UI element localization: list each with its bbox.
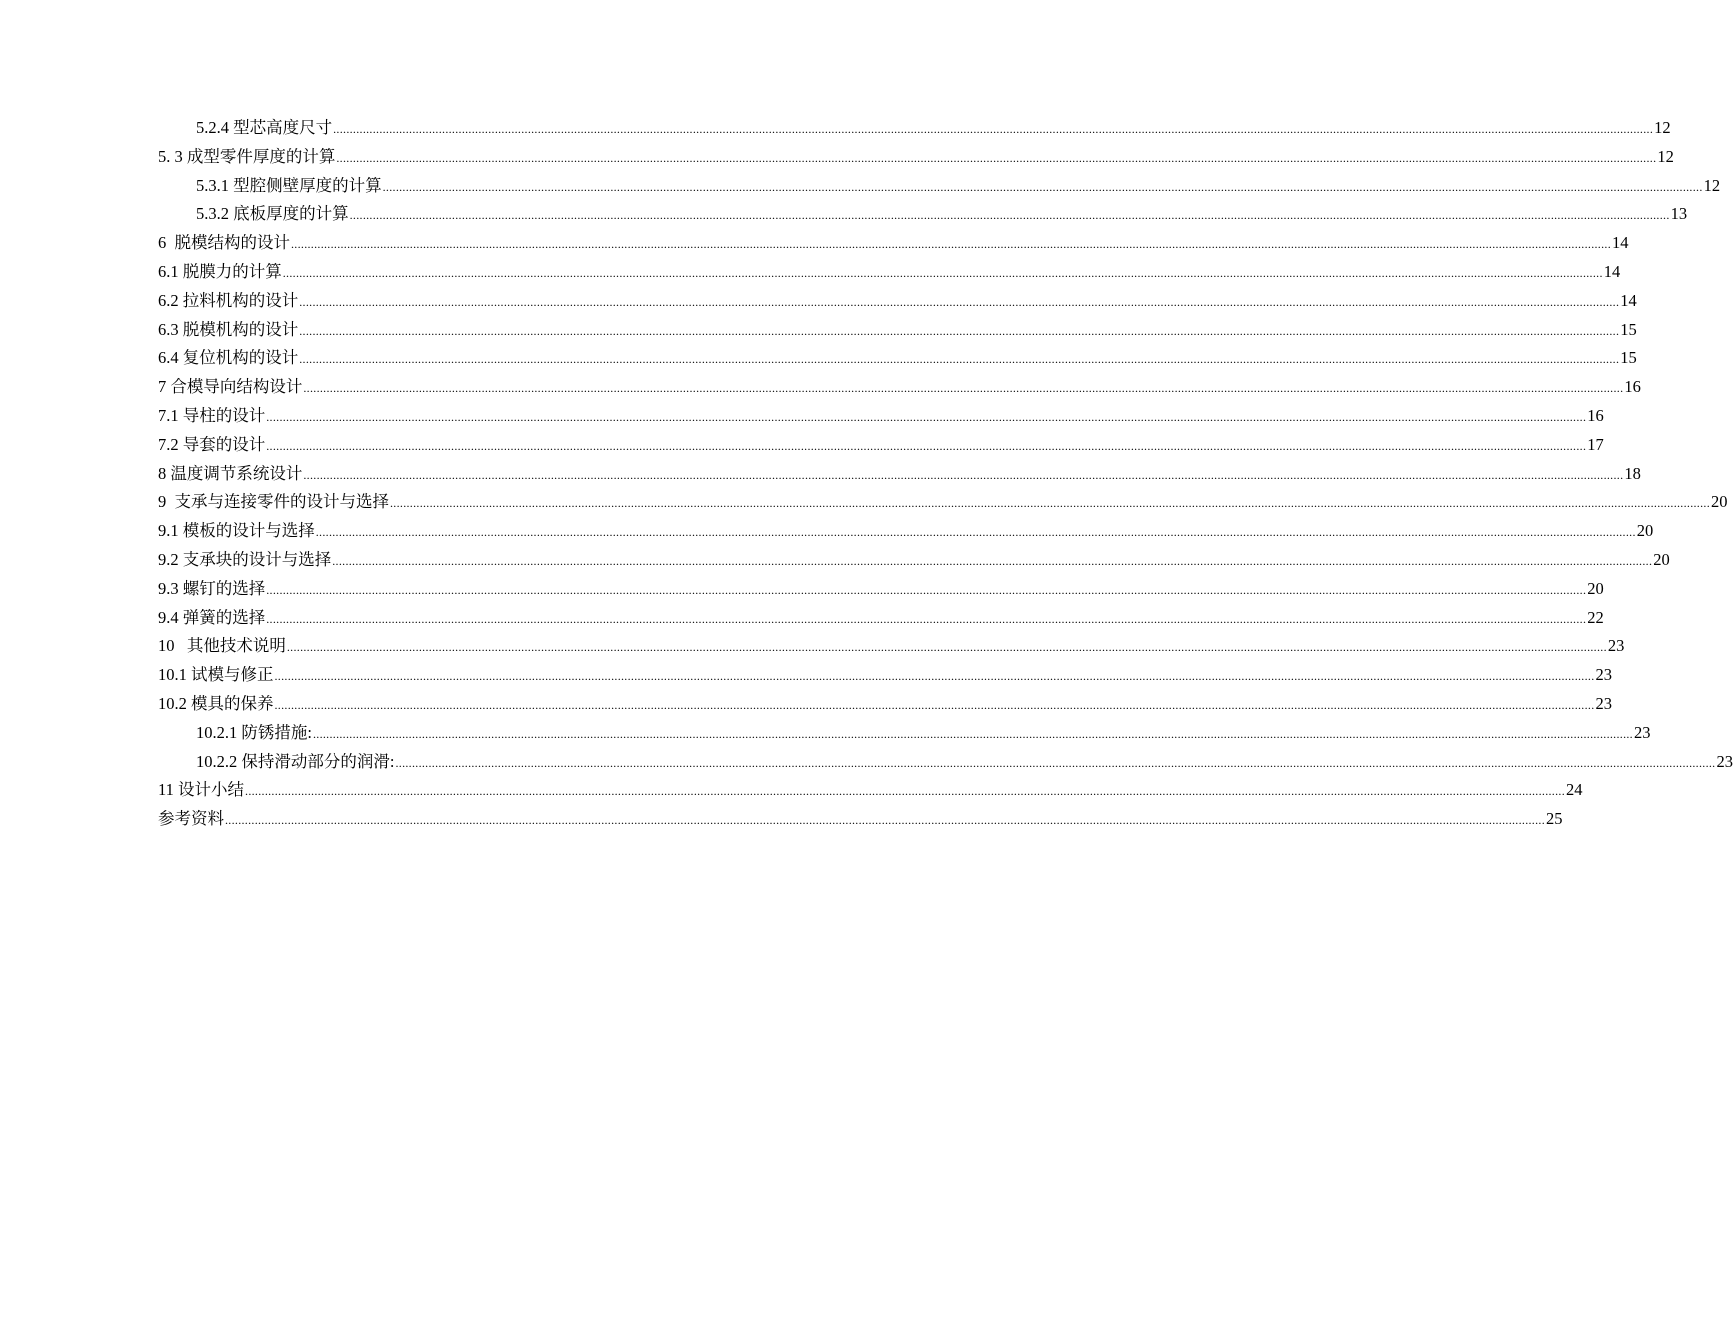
toc-dot-leader: ................................................................................................................................................................................................................................................................................................................................................................................................................ xyxy=(382,179,1703,194)
toc-entry[interactable] xyxy=(158,114,1671,143)
toc-dot-leader: ................................................................................................................................................................................................................................................................................................................................................................................................................ xyxy=(390,496,1710,511)
toc-entry-title: 6.1 脱膜力的计算 xyxy=(158,261,282,281)
toc-entry-title: 10.2.1 防锈措施: xyxy=(196,722,312,742)
toc-entry[interactable] xyxy=(158,748,1733,777)
toc-dot-leader: ................................................................................................................................................................................................................................................................................................................................................................................................................ xyxy=(225,813,1545,828)
toc-entry-page-number: 12 xyxy=(1703,175,1721,195)
toc-dot-leader: ................................................................................................................................................................................................................................................................................................................................................................................................................ xyxy=(274,669,1595,684)
toc-dot-leader: ................................................................................................................................................................................................................................................................................................................................................................................................................ xyxy=(336,150,1657,165)
toc-entry-title: 7 合模导向结构设计 xyxy=(158,377,303,397)
toc-entry-page-number: 23 xyxy=(1607,636,1625,656)
toc-entry-title: 5.3.1 型腔侧壁厚度的计算 xyxy=(196,175,382,195)
toc-dot-leader: ................................................................................................................................................................................................................................................................................................................................................................................................................ xyxy=(266,582,1587,597)
toc-entry-title: 7.1 导柱的设计 xyxy=(158,405,266,425)
toc-entry-title: 6 脱模结构的设计 xyxy=(158,233,290,253)
toc-entry-page-number: 12 xyxy=(1654,118,1671,137)
toc-entry[interactable] xyxy=(158,517,1654,546)
toc-entry-page-number: 23 xyxy=(1595,665,1612,685)
toc-entry-title: 10.2.2 保持滑动部分的润滑: xyxy=(196,751,395,771)
toc-entry[interactable] xyxy=(158,805,1563,834)
toc-entry-page-number: 23 xyxy=(1716,751,1733,771)
toc-entry[interactable] xyxy=(158,344,1637,373)
toc-entry[interactable] xyxy=(158,661,1612,690)
toc-entry-title: 9.4 弹簧的选择 xyxy=(158,607,266,627)
toc-entry-page-number: 16 xyxy=(1624,377,1641,397)
toc-dot-leader: ................................................................................................................................................................................................................................................................................................................................................................................................................ xyxy=(312,726,1633,741)
toc-entry-title: 9.1 模板的设计与选择 xyxy=(158,521,315,541)
toc-entry-page-number: 18 xyxy=(1624,463,1641,483)
toc-entry[interactable] xyxy=(158,172,1721,201)
toc-entry-page-number: 20 xyxy=(1636,521,1654,541)
toc-entry-page-number: 13 xyxy=(1670,204,1688,224)
toc-entry-title: 7.2 导套的设计 xyxy=(158,434,266,454)
toc-entry-title: 11 设计小结 xyxy=(158,780,245,800)
toc-entry[interactable] xyxy=(158,719,1651,748)
toc-entry-title: 5.3.2 底板厚度的计算 xyxy=(196,204,349,224)
toc-dot-leader: ................................................................................................................................................................................................................................................................................................................................................................................................................ xyxy=(332,553,1653,568)
toc-entry-page-number: 12 xyxy=(1657,146,1674,166)
toc-entry-page-number: 14 xyxy=(1620,290,1637,310)
toc-entry-title: 参考资料 xyxy=(158,809,224,829)
toc-dot-leader: ................................................................................................................................................................................................................................................................................................................................................................................................................ xyxy=(266,409,1587,424)
toc-entry[interactable] xyxy=(158,143,1674,172)
toc-dot-leader: ................................................................................................................................................................................................................................................................................................................................................................................................................ xyxy=(349,208,1670,223)
toc-entry[interactable] xyxy=(158,258,1621,287)
toc-entry-page-number: 22 xyxy=(1587,607,1604,627)
toc-entry-title: 9.2 支承块的设计与选择 xyxy=(158,549,332,569)
toc-entry-page-number: 23 xyxy=(1595,693,1612,713)
toc-entry-title: 5. 3 成型零件厚度的计算 xyxy=(158,146,336,166)
toc-entry-page-number: 16 xyxy=(1587,405,1604,425)
toc-dot-leader: ................................................................................................................................................................................................................................................................................................................................................................................................................ xyxy=(286,640,1607,655)
toc-entry-title: 5.2.4 型芯高度尺寸 xyxy=(196,118,333,137)
toc-dot-leader: ................................................................................................................................................................................................................................................................................................................................................................................................................ xyxy=(395,755,1716,770)
toc-dot-leader: ................................................................................................................................................................................................................................................................................................................................................................................................................ xyxy=(299,323,1620,338)
toc-entry-title: 9 支承与连接零件的设计与选择 xyxy=(158,492,389,512)
toc-entry[interactable] xyxy=(158,776,1583,805)
toc-entry-page-number: 24 xyxy=(1566,780,1583,800)
toc-entry[interactable] xyxy=(158,229,1629,258)
toc-entry-page-number: 14 xyxy=(1603,261,1621,281)
toc-dot-leader: ................................................................................................................................................................................................................................................................................................................................................................................................................ xyxy=(266,438,1587,453)
toc-entry-title: 10 其他技术说明 xyxy=(158,636,286,656)
toc-entry[interactable] xyxy=(158,460,1641,489)
toc-dot-leader: ................................................................................................................................................................................................................................................................................................................................................................................................................ xyxy=(274,697,1595,712)
toc-entry[interactable] xyxy=(158,575,1604,604)
toc-dot-leader: ................................................................................................................................................................................................................................................................................................................................................................................................................ xyxy=(291,237,1611,252)
toc-dot-leader: ................................................................................................................................................................................................................................................................................................................................................................................................................ xyxy=(333,122,1654,136)
toc-entry-page-number: 23 xyxy=(1633,722,1651,742)
toc-dot-leader: ................................................................................................................................................................................................................................................................................................................................................................................................................ xyxy=(299,352,1620,367)
toc-entry[interactable] xyxy=(158,316,1637,345)
toc-entry-page-number: 20 xyxy=(1587,578,1604,598)
toc-entry[interactable] xyxy=(158,200,1688,229)
toc-dot-leader: ................................................................................................................................................................................................................................................................................................................................................................................................................ xyxy=(303,467,1624,482)
toc-entry-title: 10.2 模具的保养 xyxy=(158,693,274,713)
toc-entry-title: 9.3 螺钉的选择 xyxy=(158,578,266,598)
toc-entry[interactable] xyxy=(158,373,1641,402)
toc-entry-page-number: 15 xyxy=(1620,319,1637,339)
toc-dot-leader: ................................................................................................................................................................................................................................................................................................................................................................................................................ xyxy=(299,294,1620,309)
toc-dot-leader: ................................................................................................................................................................................................................................................................................................................................................................................................................ xyxy=(245,784,1566,799)
toc-entry-page-number: 20 xyxy=(1653,549,1670,569)
toc-entry[interactable] xyxy=(158,488,1728,517)
toc-entry[interactable] xyxy=(158,690,1612,719)
toc-dot-leader: ................................................................................................................................................................................................................................................................................................................................................................................................................ xyxy=(303,381,1624,396)
toc-dot-leader: ................................................................................................................................................................................................................................................................................................................................................................................................................ xyxy=(315,525,1636,540)
toc-entry-title: 6.2 拉料机构的设计 xyxy=(158,290,299,310)
toc-entry-page-number: 25 xyxy=(1546,809,1563,829)
toc-entry[interactable] xyxy=(158,604,1604,633)
toc-entry-page-number: 15 xyxy=(1620,348,1637,368)
toc-entry[interactable] xyxy=(158,287,1637,316)
toc-dot-leader: ................................................................................................................................................................................................................................................................................................................................................................................................................ xyxy=(282,265,1603,280)
toc-entry-page-number: 20 xyxy=(1711,492,1728,512)
toc-entry-title: 6.3 脱模机构的设计 xyxy=(158,319,299,339)
toc-entry[interactable] xyxy=(158,402,1604,431)
toc-entry-page-number: 17 xyxy=(1587,434,1604,454)
toc-entry[interactable] xyxy=(158,632,1625,661)
toc-entry-title: 8 温度调节系统设计 xyxy=(158,463,303,483)
toc-entry[interactable] xyxy=(158,546,1670,575)
toc-entry-title: 6.4 复位机构的设计 xyxy=(158,348,299,368)
toc-entry-title: 10.1 试模与修正 xyxy=(158,665,274,685)
toc-dot-leader: ................................................................................................................................................................................................................................................................................................................................................................................................................ xyxy=(266,611,1587,626)
toc-entry-page-number: 14 xyxy=(1612,233,1629,253)
toc-entry[interactable] xyxy=(158,431,1604,460)
table-of-contents xyxy=(158,114,1733,834)
